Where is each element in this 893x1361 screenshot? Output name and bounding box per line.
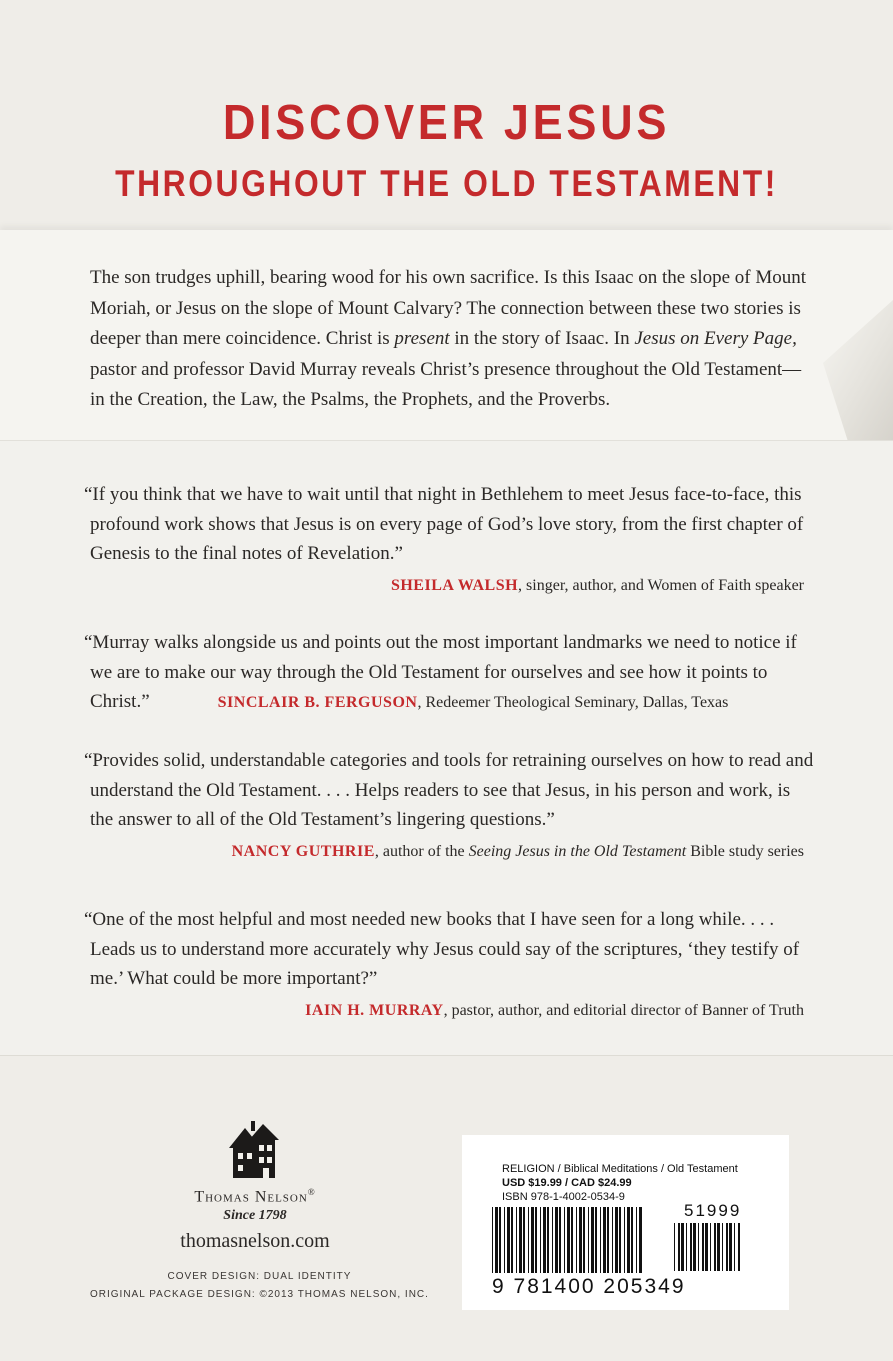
ean-digits: 9 781400 205349: [492, 1275, 686, 1298]
intro-paragraph: [90, 263, 810, 416]
barcode-bar: [528, 1207, 529, 1273]
barcode-bar: [612, 1207, 613, 1273]
barcode-bar: [678, 1223, 680, 1271]
barcode-bar: [738, 1223, 740, 1271]
barcode-bar: [595, 1207, 597, 1273]
barcode-bar: [636, 1207, 637, 1273]
endorsement-attribution: [84, 571, 814, 601]
endorsement-text: “If you think that we have to wait until that night in Bethlehem to meet Jesus face-to-face, this profound work shows that Jesus is on every page of God’s love story, from the first chapter of Genesis to the final notes of Revelation.”: [84, 484, 804, 564]
barcode-bar: [516, 1207, 517, 1273]
registered-mark: ®: [307, 1187, 316, 1197]
barcode-bar: [591, 1207, 594, 1273]
endorsement-attribution: [218, 694, 729, 711]
barcode-bar: [722, 1223, 723, 1271]
barcode-bar: [531, 1207, 534, 1273]
barcode-bar: [600, 1207, 601, 1273]
barcode-bar: [681, 1223, 684, 1271]
barcode-bar: [567, 1207, 570, 1273]
bisac-category: RELIGION / Biblical Meditations / Old Testament: [502, 1163, 738, 1175]
endorsement-2: [84, 628, 814, 718]
price-barcode-icon: [674, 1223, 752, 1271]
package-design-credit: ORIGINAL PACKAGE DESIGN: ©2013 THOMAS NELSON, INC.: [90, 1289, 429, 1300]
barcode-bar: [576, 1207, 577, 1273]
publisher-since: Since 1798: [223, 1208, 287, 1224]
isbn: ISBN 978-1-4002-0534-9: [502, 1191, 625, 1203]
barcode-bar: [507, 1207, 510, 1273]
ean-barcode-icon: [492, 1207, 672, 1273]
barcode-box: [462, 1135, 789, 1310]
endorsement-3: [84, 746, 814, 866]
endorsement-attribution: [84, 996, 814, 1026]
intro-book-title: Jesus on Every Page,: [634, 328, 797, 349]
barcode-bar: [540, 1207, 541, 1273]
endorser-role: , singer, author, and Women of Faith speaker: [518, 576, 804, 594]
endorsement-4: [84, 905, 814, 1025]
barcode-bar: [547, 1207, 549, 1273]
barcode-bar: [495, 1207, 498, 1273]
retail-price: USD $19.99 / CAD $24.99: [502, 1177, 632, 1189]
barcode-bar: [726, 1223, 728, 1271]
cover-design-credit: COVER DESIGN: DUAL IDENTITY: [167, 1271, 352, 1282]
endorser-name: NANCY GUTHRIE: [231, 842, 375, 860]
endorser-role: , Redeemer Theological Seminary, Dallas, Texas: [417, 694, 729, 711]
endorser-role-title: Seeing Jesus in the Old Testament: [468, 842, 687, 860]
barcode-bar: [619, 1207, 621, 1273]
publisher-url[interactable]: thomasnelson.com: [180, 1230, 330, 1253]
design-credits: [90, 1268, 429, 1304]
intro-text-1: The son trudges uphill, bearing wood for his own sacrifice. Is this Isaac on the slope of Mount Moriah, or Jesus on the slope of Mount Calvary? The connection between these two stories is deeper than mere coincidence. Christ is: [90, 267, 807, 349]
barcode-bar: [686, 1223, 687, 1271]
barcode-bar: [639, 1207, 642, 1273]
endorser-role: , pastor, author, and editorial director of Banner of Truth: [443, 1001, 804, 1019]
barcode-bar: [734, 1223, 735, 1271]
barcode-bar: [559, 1207, 561, 1273]
intro-text-2: in the story of Isaac. In: [449, 328, 635, 349]
barcode-bar: [698, 1223, 699, 1271]
barcode-bar: [710, 1223, 711, 1271]
endorser-name: SINCLAIR B. FERGUSON: [217, 694, 418, 711]
endorsement-text: “One of the most helpful and most needed new books that I have seen for a long while. . . . Leads us to understand more accurately why Jesus could say of the scriptures, ‘they testify of me.’ What could be more important?”: [84, 909, 800, 989]
endorsement-text: “Provides solid, understandable categories and tools for retraining ourselves on how to read and understand the Old Testament. . . . Helps readers to see that Jesus, in his person and work, is the answer to all of the Old Testament’s lingering questions.”: [84, 750, 814, 830]
barcode-bar: [615, 1207, 618, 1273]
barcode-bar: [674, 1223, 675, 1271]
barcode-bar: [579, 1207, 582, 1273]
publisher-block: [170, 1120, 340, 1253]
barcode-bar: [571, 1207, 573, 1273]
barcode-bar: [504, 1207, 505, 1273]
barcode-bar: [564, 1207, 565, 1273]
barcode-bar: [705, 1223, 708, 1271]
intro-text-3: pastor and professor David Murray reveals Christ’s presence throughout the Old Testament—in the Creation, the Law, the Psalms, the Prophets, and the Proverbs.: [90, 358, 802, 410]
barcode-bar: [499, 1207, 501, 1273]
barcode-info: [502, 1162, 789, 1204]
barcode-bar: [627, 1207, 630, 1273]
barcode-bar: [511, 1207, 513, 1273]
headline-line2: THROUGHOUT THE OLD TESTAMENT!: [115, 163, 778, 204]
barcode-bar: [607, 1207, 609, 1273]
barcode-bar: [492, 1207, 493, 1273]
barcode-bar: [717, 1223, 720, 1271]
publisher-name-text: Thomas Nelson: [194, 1188, 308, 1206]
house-logo-icon: [225, 1120, 285, 1182]
endorsement-text-span: “Murray walks alongside us and points out the most important landmarks we need to notice if we are to make our way through the Old Testament for ourselves and see how it points to Christ.”: [84, 632, 797, 712]
endorser-role-pre: , author of the: [374, 842, 469, 860]
barcode-bar: [543, 1207, 546, 1273]
endorser-name: SHEILA WALSH: [390, 576, 519, 594]
barcode-bar: [714, 1223, 716, 1271]
barcode-bar: [693, 1223, 696, 1271]
endorsement-attribution: [84, 837, 814, 867]
barcode-bar: [588, 1207, 589, 1273]
barcode-bar: [603, 1207, 606, 1273]
intro-emphasis: present: [394, 328, 450, 349]
price-code: 51999: [684, 1201, 742, 1220]
barcode-bar: [519, 1207, 522, 1273]
endorsement-1: [84, 480, 814, 600]
barcode-bar: [535, 1207, 537, 1273]
barcode-bar: [631, 1207, 633, 1273]
endorser-role-post: Bible study series: [686, 842, 804, 860]
endorsement-text: [84, 628, 814, 718]
headline-line1: DISCOVER JESUS: [222, 96, 671, 150]
barcode-bar: [555, 1207, 558, 1273]
barcode-bar: [583, 1207, 585, 1273]
barcode-bar: [729, 1223, 732, 1271]
publisher-name: [170, 1187, 340, 1206]
barcode-bar: [702, 1223, 704, 1271]
barcode-bar: [690, 1223, 692, 1271]
barcode-bar: [552, 1207, 553, 1273]
barcode-bar: [523, 1207, 525, 1273]
barcode-bar: [624, 1207, 625, 1273]
endorser-name: IAIN H. MURRAY: [305, 1001, 444, 1019]
